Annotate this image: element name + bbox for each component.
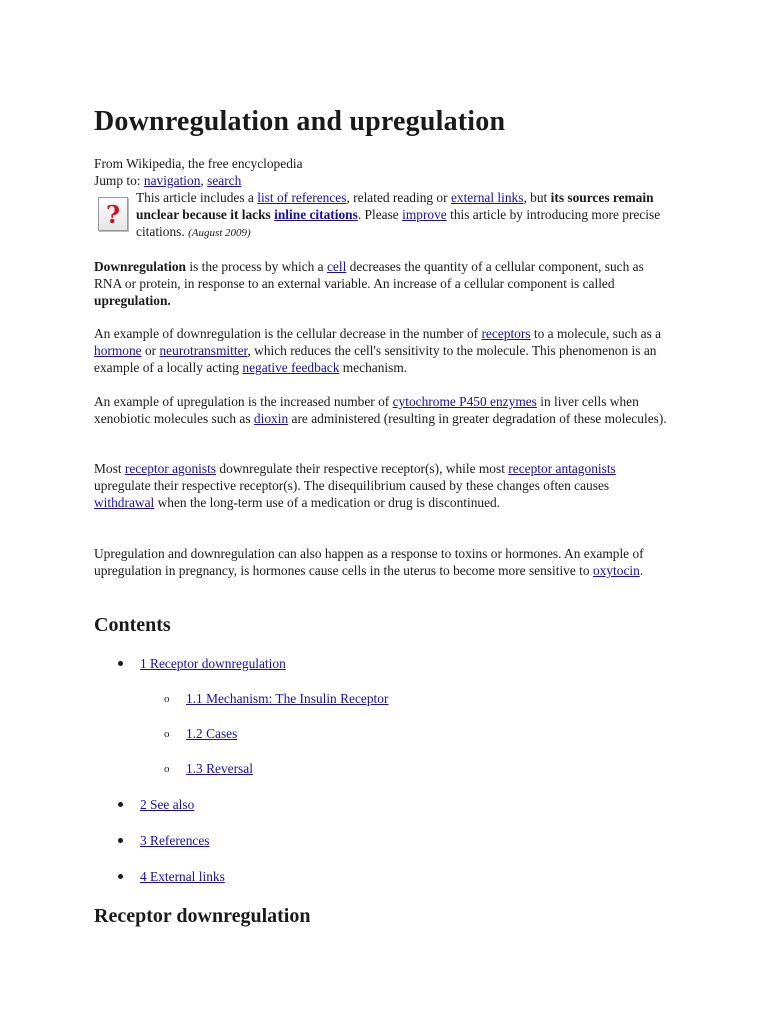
paragraph-toxins: Upregulation and downregulation can also happen as a response to toxins or hormones. An example of upregulation in pregnancy, is hormones cause cells in the uterus to become more sensitive to oxytocin. <box>94 546 644 578</box>
bullet-icon <box>118 802 123 807</box>
inline-citations-link[interactable]: inline citations <box>274 207 358 222</box>
oxytocin-link[interactable]: oxytocin <box>592 563 640 578</box>
notice-date: (August 2009) <box>188 227 251 239</box>
circle-bullet-icon: o <box>164 728 170 740</box>
jump-search-link[interactable]: search <box>207 173 242 188</box>
toc-item-mechanism[interactable]: 1.1 Mechanism: The Insulin Receptor <box>186 691 389 706</box>
bullet-icon <box>118 874 123 879</box>
site-subtitle: From Wikipedia, the free encyclopedia <box>94 156 303 171</box>
negative-feedback-link[interactable]: negative feedback <box>242 360 340 375</box>
toc-item-references[interactable]: 3 References <box>140 833 210 848</box>
neurotransmitter-link[interactable]: neurotransmitter <box>159 343 248 358</box>
contents-heading: Contents <box>94 614 171 636</box>
withdrawal-link[interactable]: withdrawal <box>94 495 155 510</box>
external-links-link[interactable]: external links <box>450 190 524 205</box>
question-book-icon: ? <box>98 197 128 231</box>
list-of-references-link[interactable]: list of references <box>257 190 347 205</box>
hormone-link[interactable]: hormone <box>94 343 142 358</box>
page-title: Downregulation and upregulation <box>94 106 506 137</box>
toc-item-see-also[interactable]: 2 See also <box>140 797 195 812</box>
toc-item-receptor-downregulation[interactable]: 1 Receptor downregulation <box>140 656 286 671</box>
dioxin-link[interactable]: dioxin <box>253 411 289 426</box>
improve-link[interactable]: improve <box>402 207 447 222</box>
receptor-antagonists-link[interactable]: receptor antagonists <box>508 461 616 476</box>
toc-item-external-links[interactable]: 4 External links <box>140 869 225 884</box>
bullet-icon <box>118 661 123 666</box>
circle-bullet-icon: o <box>164 763 170 775</box>
paragraph-downregulation-example: An example of downregulation is the cellular decrease in the number of receptors to a molecule, such as a hormone or neurotransmitter, which reduces the cell's sensitivity to the molecule. This phenomenon is an example of a locally acting negative feedback mechanism. <box>94 326 662 375</box>
paragraph-agonists: Most receptor agonists downregulate their respective receptor(s), while most receptor antagonists upregulate their respective receptor(s). The disequilibrium caused by these changes often causes withdrawal when the long-term use of a medication or drug is discontinued. <box>94 461 616 510</box>
receptors-link[interactable]: receptors <box>481 326 531 341</box>
toc-item-cases[interactable]: 1.2 Cases <box>186 726 238 741</box>
bullet-icon <box>118 838 123 843</box>
receptor-agonists-link[interactable]: receptor agonists <box>124 461 217 476</box>
toc-item-reversal[interactable]: 1.3 Reversal <box>186 761 253 776</box>
cytochrome-p450-link[interactable]: cytochrome P450 enzymes <box>392 394 537 409</box>
jump-label: Jump to: <box>94 173 141 188</box>
jump-links: Jump to: navigation, search <box>94 173 242 188</box>
citation-notice: This article includes a list of references, related reading or external links, but its sources remain unclear because it lacks inline citations. Please improve this article by introducing more precise citations. (August 2009) <box>136 190 661 239</box>
circle-bullet-icon: o <box>164 693 170 705</box>
cell-link[interactable]: cell <box>326 259 347 274</box>
paragraph-upregulation-example: An example of upregulation is the increased number of cytochrome P450 enzymes in liver cells when xenobiotic molecules such as dioxin are administered (resulting in greater degradation of these molecules). <box>94 394 667 426</box>
paragraph-definition: Downregulation is the process by which a cell decreases the quantity of a cellular component, such as RNA or protein, in response to an external variable. An increase of a cellular component is called upregulation. <box>94 259 644 308</box>
section-heading-receptor-downregulation: Receptor downregulation <box>94 905 311 927</box>
jump-navigation-link[interactable]: navigation <box>143 173 201 188</box>
